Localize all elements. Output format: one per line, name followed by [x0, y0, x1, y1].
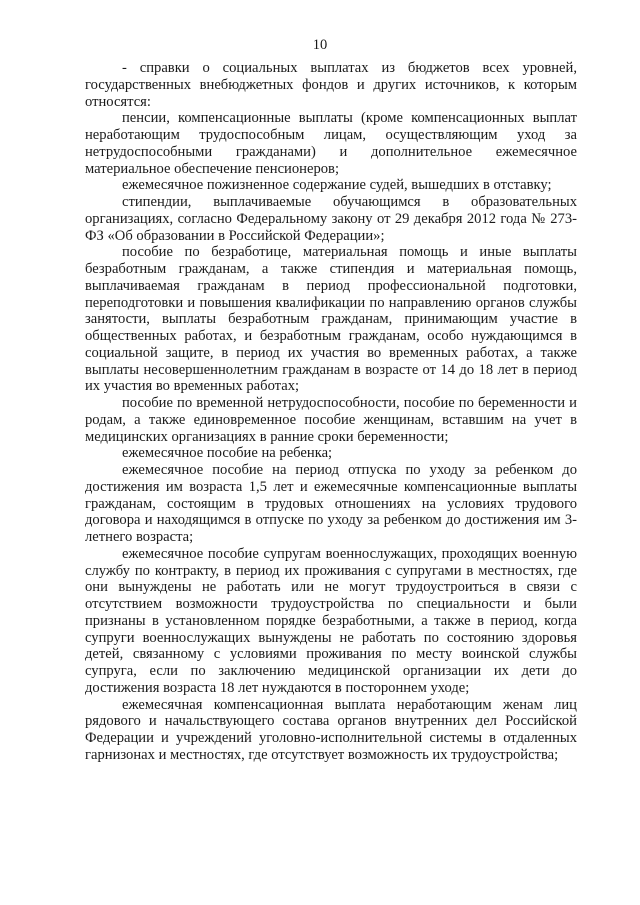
paragraph-military-spouse-allowance: ежемесячное пособие супругам военнослужащих, проходящих военную службу по контракту, в период их проживания с супругами в местностях, где они вынуждены не работать или не могут трудоустроиться в связи с отсутствием возможности трудоустройства по специальности и были признаны в установленном порядке безработными, а также в период, когда супруги военнослужащих вынуждены не работать по состоянию здоровья детей, связанному с условиями проживания по месту воинской службы супруга, если по заключению медицинской организации их дети до достижения возраста 18 лет нуждаются в постороннем уходе; — [85, 545, 577, 696]
paragraph-social-payments-intro: - справки о социальных выплатах из бюджетов всех уровней, государственных внебюджетных фондов и других источников, к которым относятся: — [85, 60, 577, 110]
document-body — [85, 60, 577, 764]
paragraph-childcare-leave-allowance: ежемесячное пособие на период отпуска по уходу за ребенком до достижения им возраста 1,5 лет и ежемесячные компенсационные выплаты гражданам, состоящим в трудовых отношениях на условиях трудового договора и находящимся в отпуске по уходу за ребенком до достижения им 3-летнего возраста; — [85, 462, 577, 545]
paragraph-unemployment-benefits: пособие по безработице, материальная помощь и иные выплаты безработным гражданам, а также стипендия и материальная помощь, выплачиваемая гражданам в период профессиональной подготовки, переподготовки и повышения квалификации по направлению органов службы занятости, выплаты безработным гражданам, принимающим участие в общественных работах, и безработным гражданам, особо нуждающимся в социальной защите, в период их участия во временных работах, а также выплаты несовершеннолетним гражданам в возрасте от 14 до 18 лет в период их участия во временных работах; — [85, 244, 577, 395]
paragraph-stipends: стипендии, выплачиваемые обучающимся в образовательных организациях, согласно Федеральному закону от 29 декабря 2012 года № 273-ФЗ «Об образовании в Российской Федерации»; — [85, 194, 577, 244]
paragraph-compensation-wives: ежемесячная компенсационная выплата неработающим женам лиц рядового и начальствующего состава органов внутренних дел Российской Федерации и учреждений уголовно-исполнительной системы в отдаленных гарнизонах и местностях, где отсутствует возможность их трудоустройства; — [85, 696, 577, 763]
paragraph-disability-maternity-benefits: пособие по временной нетрудоспособности, пособие по беременности и родам, а также единовременное пособие женщинам, вставшим на учет в медицинских организациях в ранние сроки беременности; — [85, 395, 577, 445]
paragraph-pensions: пенсии, компенсационные выплаты (кроме компенсационных выплат неработающим трудоспособным лицам, осуществляющим уход за нетрудоспособными гражданами) и дополнительное ежемесячное материальное обеспечение пенсионеров; — [85, 110, 577, 177]
paragraph-judges-allowance: ежемесячное пожизненное содержание судей, вышедших в отставку; — [122, 177, 552, 194]
page-number: 10 — [312, 37, 328, 53]
paragraph-child-allowance: ежемесячное пособие на ребенка; — [122, 445, 333, 462]
